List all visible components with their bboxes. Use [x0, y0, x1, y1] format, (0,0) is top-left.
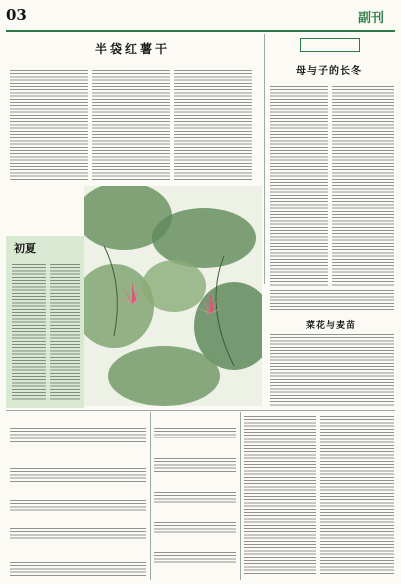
header-rule — [6, 30, 395, 32]
lotus-painting-svg — [84, 186, 262, 406]
bottom-mid-column — [152, 414, 238, 578]
bottom-mid-body-3 — [154, 492, 236, 504]
bottom-mid-body-4 — [154, 522, 236, 534]
column-divider-right — [264, 34, 265, 284]
article-body-right-col2 — [332, 86, 394, 286]
article-title-top-left: 半袋红薯干 — [95, 42, 171, 56]
poem-title: 初夏 — [14, 242, 36, 255]
bottom-right-column — [244, 414, 394, 578]
bottom-section-rule — [6, 410, 395, 411]
bottom-mid-body-1 — [154, 428, 236, 438]
bottom-left-body-3 — [10, 500, 146, 512]
bottom-right-body-col2 — [320, 416, 394, 574]
bottom-mid-body-5 — [154, 552, 236, 564]
article-title-right-lower: 菜花与麦苗 — [306, 321, 357, 331]
bottom-left-body-1 — [10, 428, 146, 442]
article-body-top-left-col3 — [174, 70, 252, 182]
page-header — [6, 4, 395, 30]
article-body-top-left-col2 — [92, 70, 170, 182]
bottom-divider-2 — [240, 412, 241, 580]
bottom-mid-body-2 — [154, 458, 236, 472]
page-number: 03 — [6, 6, 27, 24]
section-name: 副刊 — [358, 11, 385, 26]
column-label-box — [300, 38, 360, 52]
bottom-divider-1 — [150, 412, 151, 580]
poem-body-col1 — [12, 264, 46, 400]
bottom-left-body-4 — [10, 528, 146, 540]
poem-body-col2 — [50, 264, 80, 400]
lotus-painting — [84, 186, 262, 406]
bottom-left-column — [8, 414, 148, 578]
article-body-right-col1 — [270, 86, 328, 286]
bottom-right-body-col1 — [244, 416, 316, 574]
bottom-left-body-5 — [10, 562, 146, 576]
article-title-right-top: 母与子的长冬 — [296, 66, 362, 77]
article-body-top-left-col1 — [10, 70, 88, 182]
article-body-right-mid — [270, 290, 394, 312]
bottom-left-body-2 — [10, 468, 146, 482]
article-body-right-lower — [270, 334, 394, 406]
